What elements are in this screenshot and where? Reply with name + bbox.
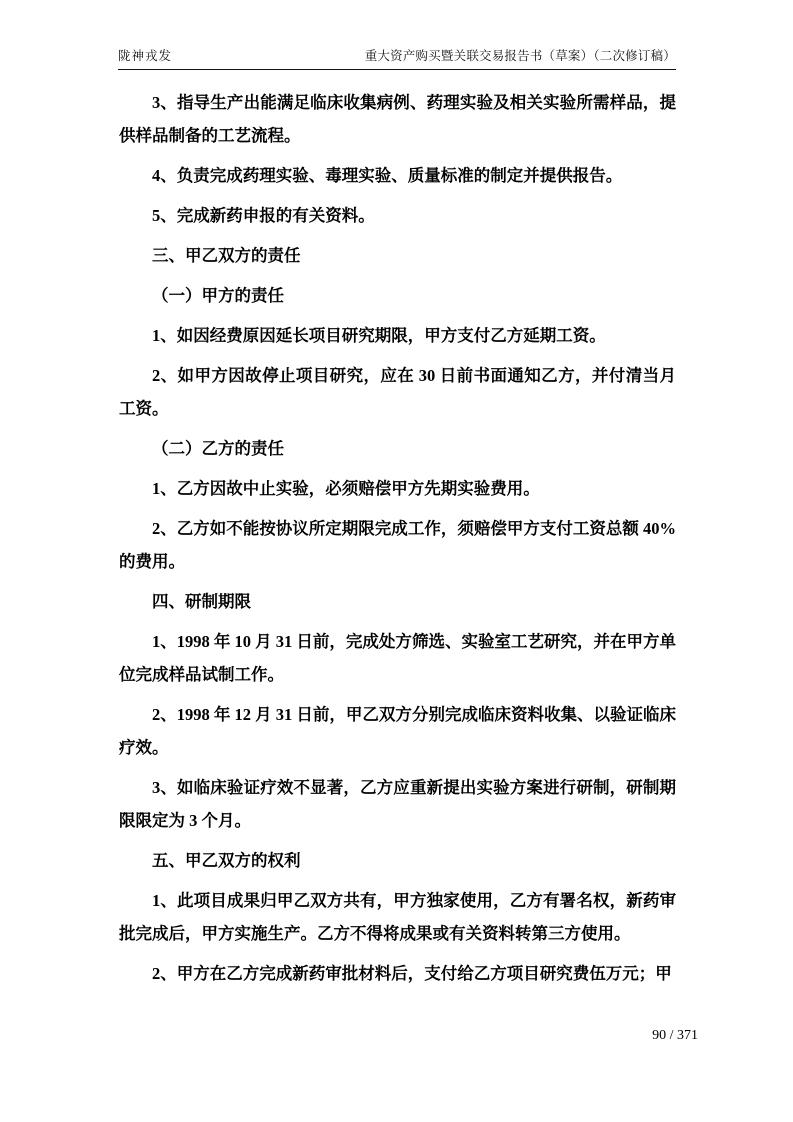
paragraph: 2、1998 年 12 月 31 日前，甲乙双方分别完成临床资料收集、以验证临床疗效。 bbox=[119, 705, 676, 757]
section-heading: 三、甲乙双方的责任 bbox=[152, 246, 301, 265]
document-body bbox=[119, 86, 676, 997]
paragraph: 1、乙方因故中止实验，必须赔偿甲方先期实验费用。 bbox=[152, 479, 540, 498]
paragraph: 1、此项目成果归甲乙双方共有，甲方独家使用，乙方有署名权，新药审批完成后，甲方实施生产。乙方不得将成果或有关资料转第三方使用。 bbox=[119, 891, 676, 943]
paragraph: 3、如临床验证疗效不显著，乙方应重新提出实验方案进行研制，研制期限限定为 3 个月。 bbox=[119, 778, 676, 830]
section-heading: （一）甲方的责任 bbox=[152, 286, 284, 305]
section-heading: 四、研制期限 bbox=[152, 592, 251, 611]
page-footer bbox=[652, 1028, 698, 1044]
paragraph: 2、如甲方因故停止项目研究，应在 30 日前书面通知乙方，并付清当月工资。 bbox=[119, 366, 676, 418]
page-header bbox=[118, 46, 676, 70]
header-document-title: 重大资产购买暨关联交易报告书（草案）（二次修订稿） bbox=[364, 49, 676, 63]
paragraph: 4、负责完成药理实验、毒理实验、质量标准的制定并提供报告。 bbox=[152, 166, 623, 185]
paragraph: 1、如因经费原因延长项目研究期限，甲方支付乙方延期工资。 bbox=[152, 326, 606, 345]
paragraph: 2、乙方如不能按协议所定期限完成工作，须赔偿甲方支付工资总额 40%的费用。 bbox=[119, 519, 676, 571]
page-number: 90 / 371 bbox=[652, 1028, 698, 1043]
paragraph: 5、完成新药申报的有关资料。 bbox=[152, 206, 375, 225]
paragraph: 2、甲方在乙方完成新药审批材料后，支付给乙方项目研究费伍万元；甲 bbox=[152, 964, 672, 983]
header-company-name: 陇神戎发 bbox=[118, 49, 173, 63]
paragraph: 1、1998 年 10 月 31 日前，完成处方筛选、实验室工艺研究，并在甲方单位完成样品试制工作。 bbox=[119, 632, 676, 684]
section-heading: （二）乙方的责任 bbox=[152, 439, 284, 458]
section-heading: 五、甲乙双方的权利 bbox=[152, 851, 301, 870]
paragraph: 3、指导生产出能满足临床收集病例、药理实验及相关实验所需样品，提供样品制备的工艺流程。 bbox=[119, 93, 676, 145]
